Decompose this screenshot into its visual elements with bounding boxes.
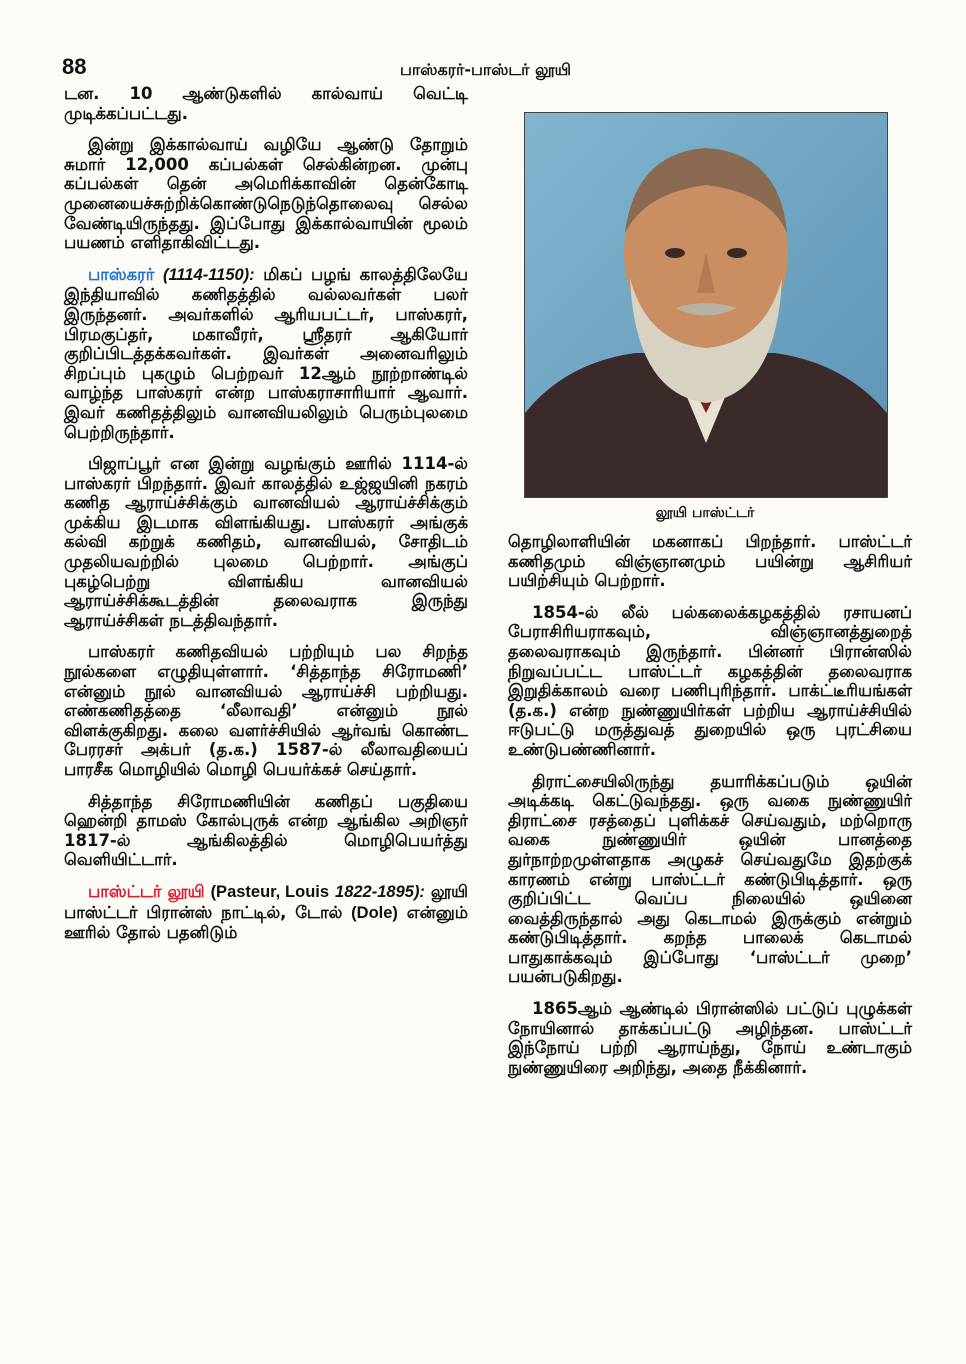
portrait-left-eye — [665, 248, 685, 258]
paragraph-pasteur-early: தொழிலாளியின் மகனாகப் பிறந்தார். பாஸ்ட்டர் கணிதமும் விஞ்ஞானமும் பயின்று ஆசிரியர் பயிற்சியும் பெற்றார். — [508, 532, 912, 591]
entry-latin-pasteur: (Pasteur, Louis — [210, 882, 330, 901]
entry-heading-pasteur: பாஸ்ட்டர் லூயி — [88, 881, 205, 901]
paragraph-pasteur-silkworm: 1865ஆம் ஆண்டில் பிரான்ஸில் பட்டுப் புழுக்கள் நோயினால் தாக்கப்பட்டு அழிந்தன. பாஸ்ட்டர் இந்நோய் பற்றி ஆராய்ந்து, நோய் உண்டாகும் நுண்ணுயிரை அறிந்து, அதை நீக்கினார். — [508, 999, 912, 1077]
paragraph-bhaskara-works: பாஸ்கரர் கணிதவியல் பற்றியும் பல சிறந்த நூல்களை எழுதியுள்ளார். ‘சித்தாந்த சிரோமணி’ என்னும் நூல் வானவியல் ஆராய்ச்சி பற்றியது. எண்கணிதத்தை ‘லீலாவதி’ என்னும் நூல் விளக்குகிறது. கலை வளர்ச்சியில் ஆர்வங் கொண்ட பேரரசர் அக்பர் (த.க.) 1587-ல் லீலாவதியைப் பாரசீக மொழியில் மொழி பெயர்க்கச் செய்தார். — [64, 642, 468, 779]
entry-dates-bhaskara: (1114-1150): — [162, 265, 255, 284]
right-column — [508, 532, 912, 1089]
paragraph-pasteur-career: 1854-ல் லீல் பல்கலைக்கழகத்தில் ரசாயனப் பேராசிரியராகவும், விஞ்ஞானத்துறைத் தலைவராகவும் இருந்தார். பின்னர் பிரான்ஸில் நிறுவப்பட்ட பாஸ்ட்டர் கழகத்தின் தலைவராக இறுதிக்காலம் வரை பணிபுரிந்தார். பாக்ட்டீரியங்கள் (த.க.) என்ற நுண்ணுயிர்கள் பற்றிய ஆராய்ச்சியில் ஈடுபட்டு மருத்துவத் துறையில் ஒரு புரட்சியை உண்டுபண்ணினார். — [508, 602, 912, 759]
left-column — [64, 84, 468, 955]
entry-text-dole: (Dole) — [351, 903, 398, 922]
entry-heading-bhaskara: பாஸ்கரர் — [88, 264, 155, 284]
portrait-caption: லூயி பாஸ்ட்டர் — [655, 505, 755, 521]
entry-text-pasteur-1b: என்னும் ஊரில் தோல் பதனிடும் — [64, 902, 469, 943]
paragraph-pasteur-wine: திராட்சையிலிருந்து தயாரிக்கப்படும் ஒயின் அடிக்கடி கெட்டுவந்தது. ஒரு வகை நுண்ணுயிர் திராட்சை ரசத்தைப் புளிக்கச் செய்வதும், மற்றொரு வகை நுண்ணுயிர் ஒயின் பானத்தை துர்நாற்றமுள்ளதாக அழுகச் செய்வதுமே இதற்குக் காரணம் என்று பாஸ்ட்டர் கண்டுபிடித்தார். ஒரு குறிப்பிட்ட வெப்ப நிலையில் ஒயினை வைத்திருந்தால் அது கெடாமல் இருக்கும் என்றும் கண்டுபிடித்தார். கறந்த பாலைக் கெடாமல் பாதுகாக்கவும் இப்போது ‘பாஸ்ட்டர் முறை’ பயன்படுகிறது. — [508, 771, 912, 987]
paragraph-bhaskara-translation: சித்தாந்த சிரோமணியின் கணிதப் பகுதியை ஹென்றி தாமஸ் கோல்புருக் என்ற ஆங்கில அறிஞர் 1817-ல் ஆங்கிலத்தில் மொழிபெயர்த்து வெளியிட்டார். — [64, 791, 468, 870]
paragraph-bhaskara-birth: பிஜாப்பூர் என இன்று வழங்கும் ஊரில் 1114-ல் பாஸ்கரர் பிறந்தார். இவர் காலத்தில் உஜ்ஜயினி நகரம் கணித ஆராய்ச்சிக்கும் வானவியல் ஆராய்ச்சிக்கும் முக்கிய இடமாக விளங்கியது. பாஸ்கரர் அங்குக் கல்வி கற்றுக் கணிதம், வானவியல், சோதிடம் முதலியவற்றில் புலமை பெற்றார். அங்குப் புகழ்பெற்று விளங்கிய வானவியல் ஆராய்ச்சிக்கூடத்தின் தலைவராக இருந்து ஆராய்ச்சிகள் நடத்திவந்தார். — [64, 454, 468, 630]
page-number: 88 — [62, 54, 87, 79]
portrait-illustration — [525, 113, 887, 497]
entry-bhaskara-intro — [64, 265, 468, 442]
entry-text-bhaskara-1: மிகப் பழங் காலத்திலேயே இந்தியாவில் கணிதத்தில் வல்லவர்கள் பலர் இருந்தனர். அவர்களில் ஆரியபட்டர், பாஸ்கரர், பிரமகுப்தர், மகாவீரர், ஸ்ரீதரர் ஆகியோர் குறிப்பிடத்தக்கவர்கள். இவர்கள் அனைவரிலும் சிறப்பும் புகழும் பெற்றவர் 12ஆம் நூற்றாண்டில் வாழ்ந்த பாஸ்கரர் என்ற பாஸ்கராசாரியார் ஆவார். இவர் கணிதத்திலும் வானவியலிலும் பெரும்புலமை பெற்றிருந்தார். — [64, 264, 469, 442]
entry-text-pasteur-1a: லூயி பாஸ்ட்டர் பிரான்ஸ் நாட்டில், டோல் — [64, 881, 469, 922]
portrait-right-eye — [727, 248, 747, 258]
running-head: பாஸ்கரர்-பாஸ்டர் லூயி — [400, 60, 572, 79]
paragraph-canal-end: டன. 10 ஆண்டுகளில் கால்வாய் வெட்டி முடிக்கப்பட்டது. — [64, 84, 468, 123]
entry-dates-pasteur: 1822-1895): — [335, 882, 425, 901]
portrait-pasteur — [524, 112, 888, 498]
paragraph-canal-ships: இன்று இக்கால்வாய் வழியே ஆண்டு தோறும் சுமார் 12,000 கப்பல்கள் செல்கின்றன. முன்பு கப்பல்கள் தென் அமெரிக்காவின் தென்கோடி முனையைச்சுற்றிக்கொண்டுநெடுந்தொலைவு செல்ல வேண்டியிருந்தது. இப்போது இக்கால்வாயின் மூலம் பயணம் எளிதாகிவிட்டது. — [64, 135, 468, 253]
entry-pasteur-intro — [64, 882, 468, 943]
